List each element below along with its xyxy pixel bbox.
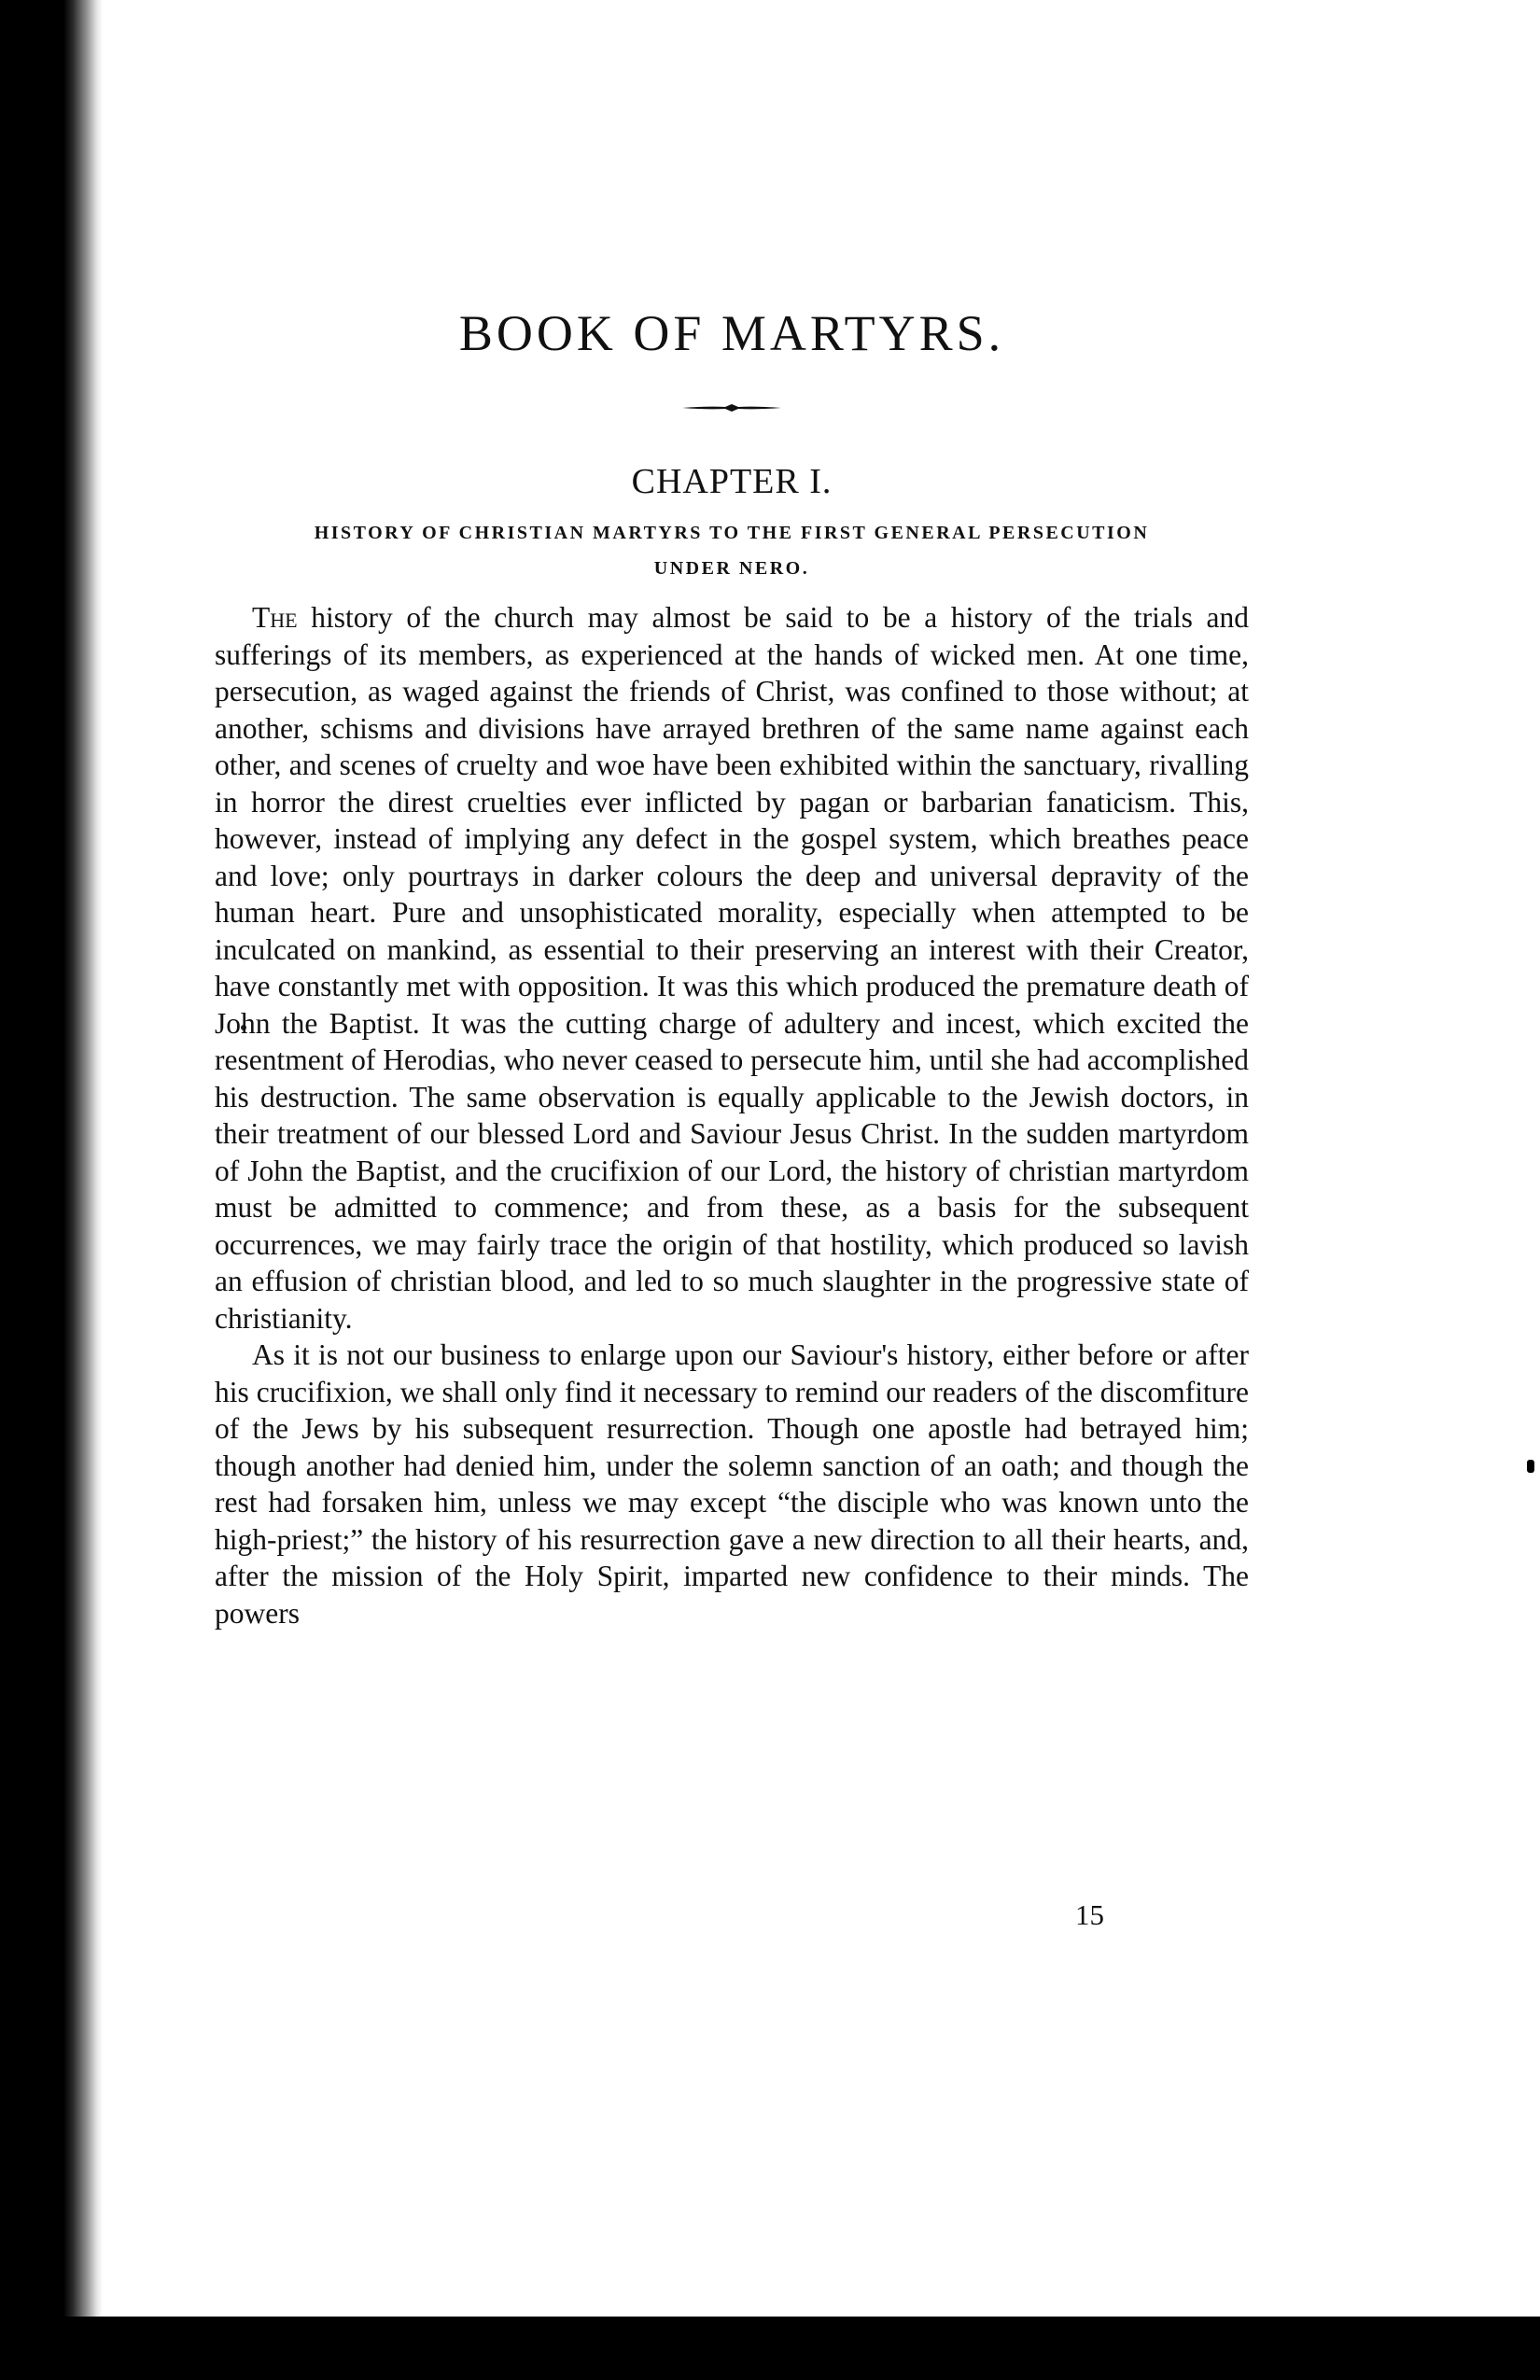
chapter-subtitle-line: HISTORY OF CHRISTIAN MARTYRS TO THE FIRST GENERAL PERSECUTION [314,523,1150,543]
chapter-subtitle-line: UNDER NERO. [653,558,810,579]
paragraph-text: As it is not our business to enlarge upon our Saviour's history, either before or after his crucifixion, we shall only find it necessary to remind our readers of the discomfiture of the Jews by his subsequent resurrection. Though one apostle had betrayed him; though another had denied him, under the solemn sanction of an oath; and though the rest had forsaken him, unless we may except “the disciple who was known unto the high-priest;” the history of his resurrection gave a new direction to all their hearts, and, after the mission of the Holy Spirit, imparted new confidence to their minds. The powers [215,1338,1249,1630]
chapter-subtitle [215,515,1249,586]
paragraph-lead-word: The [252,601,298,634]
scan-speck [1527,1460,1534,1473]
paragraph-text: history of the church may almost be said to be a history of the trials and sufferings of its members, as experienced at the hands of wicked men. At one time, persecution, as waged against the friends of Christ, was confined to those without; at another, schisms and divisions have arrayed brethren of the same name against each other, and scenes of cruelty and woe have been exhibited within the sanctuary, rivalling in horror the direst cruelties ever inflicted by pagan or barbarian fanaticism. This, however, instead of implying any defect in the gospel system, which breathes peace and love; only pourtrays in darker colours the deep and universal depravity of the human heart. Pure and unsophisticated morality, especially when attempted to be inculcated on mankind, as essential to their preserving an interest with their Creator, have constantly met with opposition. It was this which produced the premature death of John the Baptist. It was the cutting charge of adultery and incest, which excited the resentment of Herodias, who never ceased to persecute him, until she had accomplished his destruction. The same observation is equally applicable to the Jewish doctors, in their treatment of our blessed Lord and Saviour Jesus Christ. In the sudden martyrdom of John the Baptist, and the crucifixion of our Lord, the history of christian martyrdom must be admitted to commence; and from these, as a basis for the subsequent occurrences, we may fairly trace the origin of that hostility, which produced so lavish an effusion of christian blood, and led to so much slaughter in the progressive state of christianity. [215,601,1249,1335]
ornament-rule-icon [680,403,783,413]
ornament-divider [215,403,1249,413]
book-title: BOOK OF MARTYRS. [458,305,1005,361]
page-body [215,305,1249,1631]
scan-edge-bottom [0,2317,1540,2380]
scan-edge-left [0,0,103,2380]
chapter-heading: CHAPTER I. [631,462,833,501]
page-number: 15 [1075,1898,1104,1931]
body-paragraph [215,1337,1249,1631]
body-paragraph [215,599,1249,1337]
